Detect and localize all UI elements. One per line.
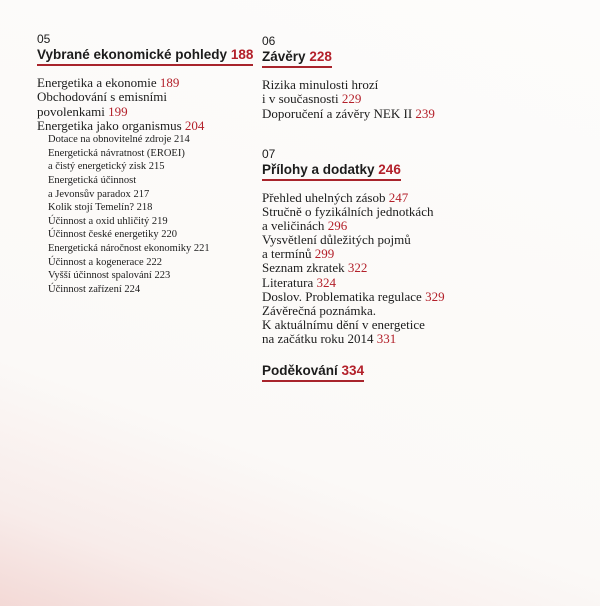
toc-entry[interactable]	[37, 76, 253, 90]
toc-entry[interactable]	[48, 242, 253, 256]
page-number: 218	[136, 202, 153, 214]
entry-text: i v současnosti	[262, 91, 339, 107]
page-number: 228	[309, 49, 332, 64]
page-number: 214	[173, 134, 190, 146]
acknowledgements	[262, 362, 364, 382]
entry-text: Účinnost české energetiky	[48, 229, 159, 241]
toc-entry[interactable]	[48, 228, 253, 242]
entry-text: Účinnost a oxid uhličitý	[48, 215, 150, 227]
page-number: 188	[230, 47, 254, 62]
page-number: 331	[376, 330, 397, 346]
toc-entry-line	[37, 105, 253, 119]
entry-text: Závěrečná poznámka.	[262, 302, 377, 318]
entry-text: Vyšší účinnost spalování	[48, 270, 152, 282]
entry-text: Energetika a ekonomie	[37, 75, 157, 90]
entry-text: a veličinách	[262, 218, 325, 234]
entry-text: na začátku roku 2014	[262, 330, 374, 346]
section-title-text: Vybrané ekonomické pohledy	[37, 47, 228, 62]
entry-text: Energetická účinnost	[48, 174, 137, 186]
toc-entry[interactable]	[48, 133, 253, 147]
toc-entry[interactable]	[262, 191, 445, 205]
toc-entry[interactable]	[48, 283, 253, 297]
page-number: 224	[124, 283, 141, 295]
toc-entry-line	[262, 191, 445, 205]
page-number: 215	[148, 161, 165, 173]
toc-entry-line	[48, 201, 253, 215]
toc-entry-line	[48, 242, 253, 256]
entries	[262, 191, 445, 346]
toc-entry-line	[48, 228, 253, 242]
toc-entry-line	[37, 76, 253, 90]
entry-text: Stručně o fyzikálních jednotkách	[262, 204, 434, 220]
page-number: 324	[316, 274, 336, 290]
toc-entry-line	[48, 215, 253, 229]
toc-entry-line	[48, 147, 253, 161]
entry-text: Kolik stojí Temelín?	[48, 202, 134, 214]
entries	[262, 78, 435, 121]
toc-entry[interactable]	[37, 119, 253, 133]
page-number: 199	[108, 103, 128, 119]
entries	[37, 76, 253, 133]
entry-text: Vysvětlení důležitých pojmů	[262, 232, 411, 248]
toc-entry-line	[262, 78, 435, 92]
toc-entry-line	[37, 90, 253, 104]
toc-entry[interactable]	[262, 205, 445, 233]
toc-entry-line	[262, 261, 445, 275]
toc-entry-line	[48, 188, 253, 202]
toc-entry-line	[37, 119, 253, 133]
page-number: 189	[159, 75, 180, 90]
acknowledgements-text: Poděkování	[262, 363, 338, 378]
entry-text: Literatura	[262, 274, 314, 290]
toc-entry-line	[48, 269, 253, 283]
entry-text: Energetika jako organismus	[37, 117, 182, 133]
section-number: 06	[262, 34, 276, 48]
entry-text: Obchodování s emisními	[37, 89, 167, 105]
entry-text: Dotace na obnovitelné zdroje	[48, 134, 172, 146]
toc-entry-line	[262, 92, 435, 106]
toc-entry-line	[262, 304, 445, 318]
toc-entry[interactable]	[48, 147, 253, 174]
page-number: 247	[388, 190, 409, 205]
toc-entry-line	[48, 160, 253, 174]
page-number: 329	[425, 288, 445, 304]
entry-text: Rizika minulosti hrozí	[262, 77, 379, 92]
toc-entry-line	[262, 276, 445, 290]
section-06	[262, 35, 435, 121]
page-number: 322	[347, 260, 368, 276]
entry-text: Seznam zkratek	[262, 260, 345, 276]
toc-entry-line	[262, 247, 445, 261]
toc-entry[interactable]	[37, 90, 253, 119]
toc-entry[interactable]	[262, 107, 435, 121]
entry-text: Energetická návratnost (EROEI)	[48, 147, 185, 159]
toc-entry-line	[48, 283, 253, 297]
acknowledgements-title[interactable]	[262, 363, 364, 382]
entry-text: a Jevonsův paradox	[48, 188, 131, 200]
toc-entry[interactable]	[48, 201, 253, 215]
page-number: 296	[327, 218, 348, 234]
page-number: 220	[161, 229, 177, 241]
toc-entry[interactable]	[48, 215, 253, 229]
section-05	[37, 33, 253, 296]
toc-entry[interactable]	[48, 256, 253, 270]
page-number: 204	[184, 117, 205, 133]
entry-text: Přehled uhelných zásob	[262, 190, 386, 205]
page-number: 217	[133, 188, 150, 200]
entry-text: povolenkami	[37, 103, 105, 119]
entry-text: Účinnost a kogenerace	[48, 256, 144, 268]
entry-text: Účinnost zařízení	[48, 283, 122, 295]
toc-entry-line	[262, 205, 445, 219]
toc-entry[interactable]	[262, 290, 445, 304]
page-number: 229	[341, 91, 362, 107]
toc-entry-line	[262, 290, 445, 304]
section-title[interactable]	[262, 49, 332, 68]
toc-entry-line	[262, 332, 445, 346]
page-number: 239	[415, 105, 435, 121]
toc-entry-line	[48, 174, 253, 188]
subentries	[37, 133, 253, 296]
section-title-text: Přílohy a dodatky	[262, 162, 375, 177]
toc-entry-line	[262, 107, 435, 121]
page-number: 219	[151, 215, 168, 227]
toc-entry[interactable]	[262, 276, 445, 290]
entry-text: Doslov. Problematika regulace	[262, 288, 422, 304]
entry-text: a termínů	[262, 246, 312, 262]
toc-entry-line	[262, 233, 445, 247]
section-title[interactable]	[262, 162, 401, 181]
page-number: 221	[193, 242, 210, 254]
page-number: 334	[341, 363, 365, 378]
section-number: 07	[262, 147, 276, 161]
toc-entry-line	[262, 318, 445, 332]
page-number: 222	[146, 256, 162, 268]
entry-text: Doporučení a závěry NEK II	[262, 105, 413, 121]
toc-entry-line	[48, 256, 253, 270]
toc-entry-line	[262, 219, 445, 233]
page-number: 299	[314, 246, 335, 262]
section-number: 05	[37, 32, 51, 46]
toc-entry-line	[48, 133, 253, 147]
entry-text: Energetická náročnost ekonomiky	[48, 242, 192, 254]
section-title[interactable]	[37, 47, 253, 66]
section-title-text: Závěry	[262, 49, 306, 64]
toc-entry[interactable]	[262, 78, 435, 107]
toc-entry[interactable]	[48, 174, 253, 201]
page-number: 246	[378, 162, 401, 177]
entry-text: K aktuálnímu dění v energetice	[262, 316, 425, 332]
toc-entry[interactable]	[262, 233, 445, 261]
page-number: 223	[154, 270, 171, 282]
toc-entry[interactable]	[262, 261, 445, 275]
section-07	[262, 148, 445, 346]
toc-entry[interactable]	[262, 304, 445, 346]
toc-entry[interactable]	[48, 269, 253, 283]
entry-text: a čistý energetický zisk	[48, 161, 147, 173]
